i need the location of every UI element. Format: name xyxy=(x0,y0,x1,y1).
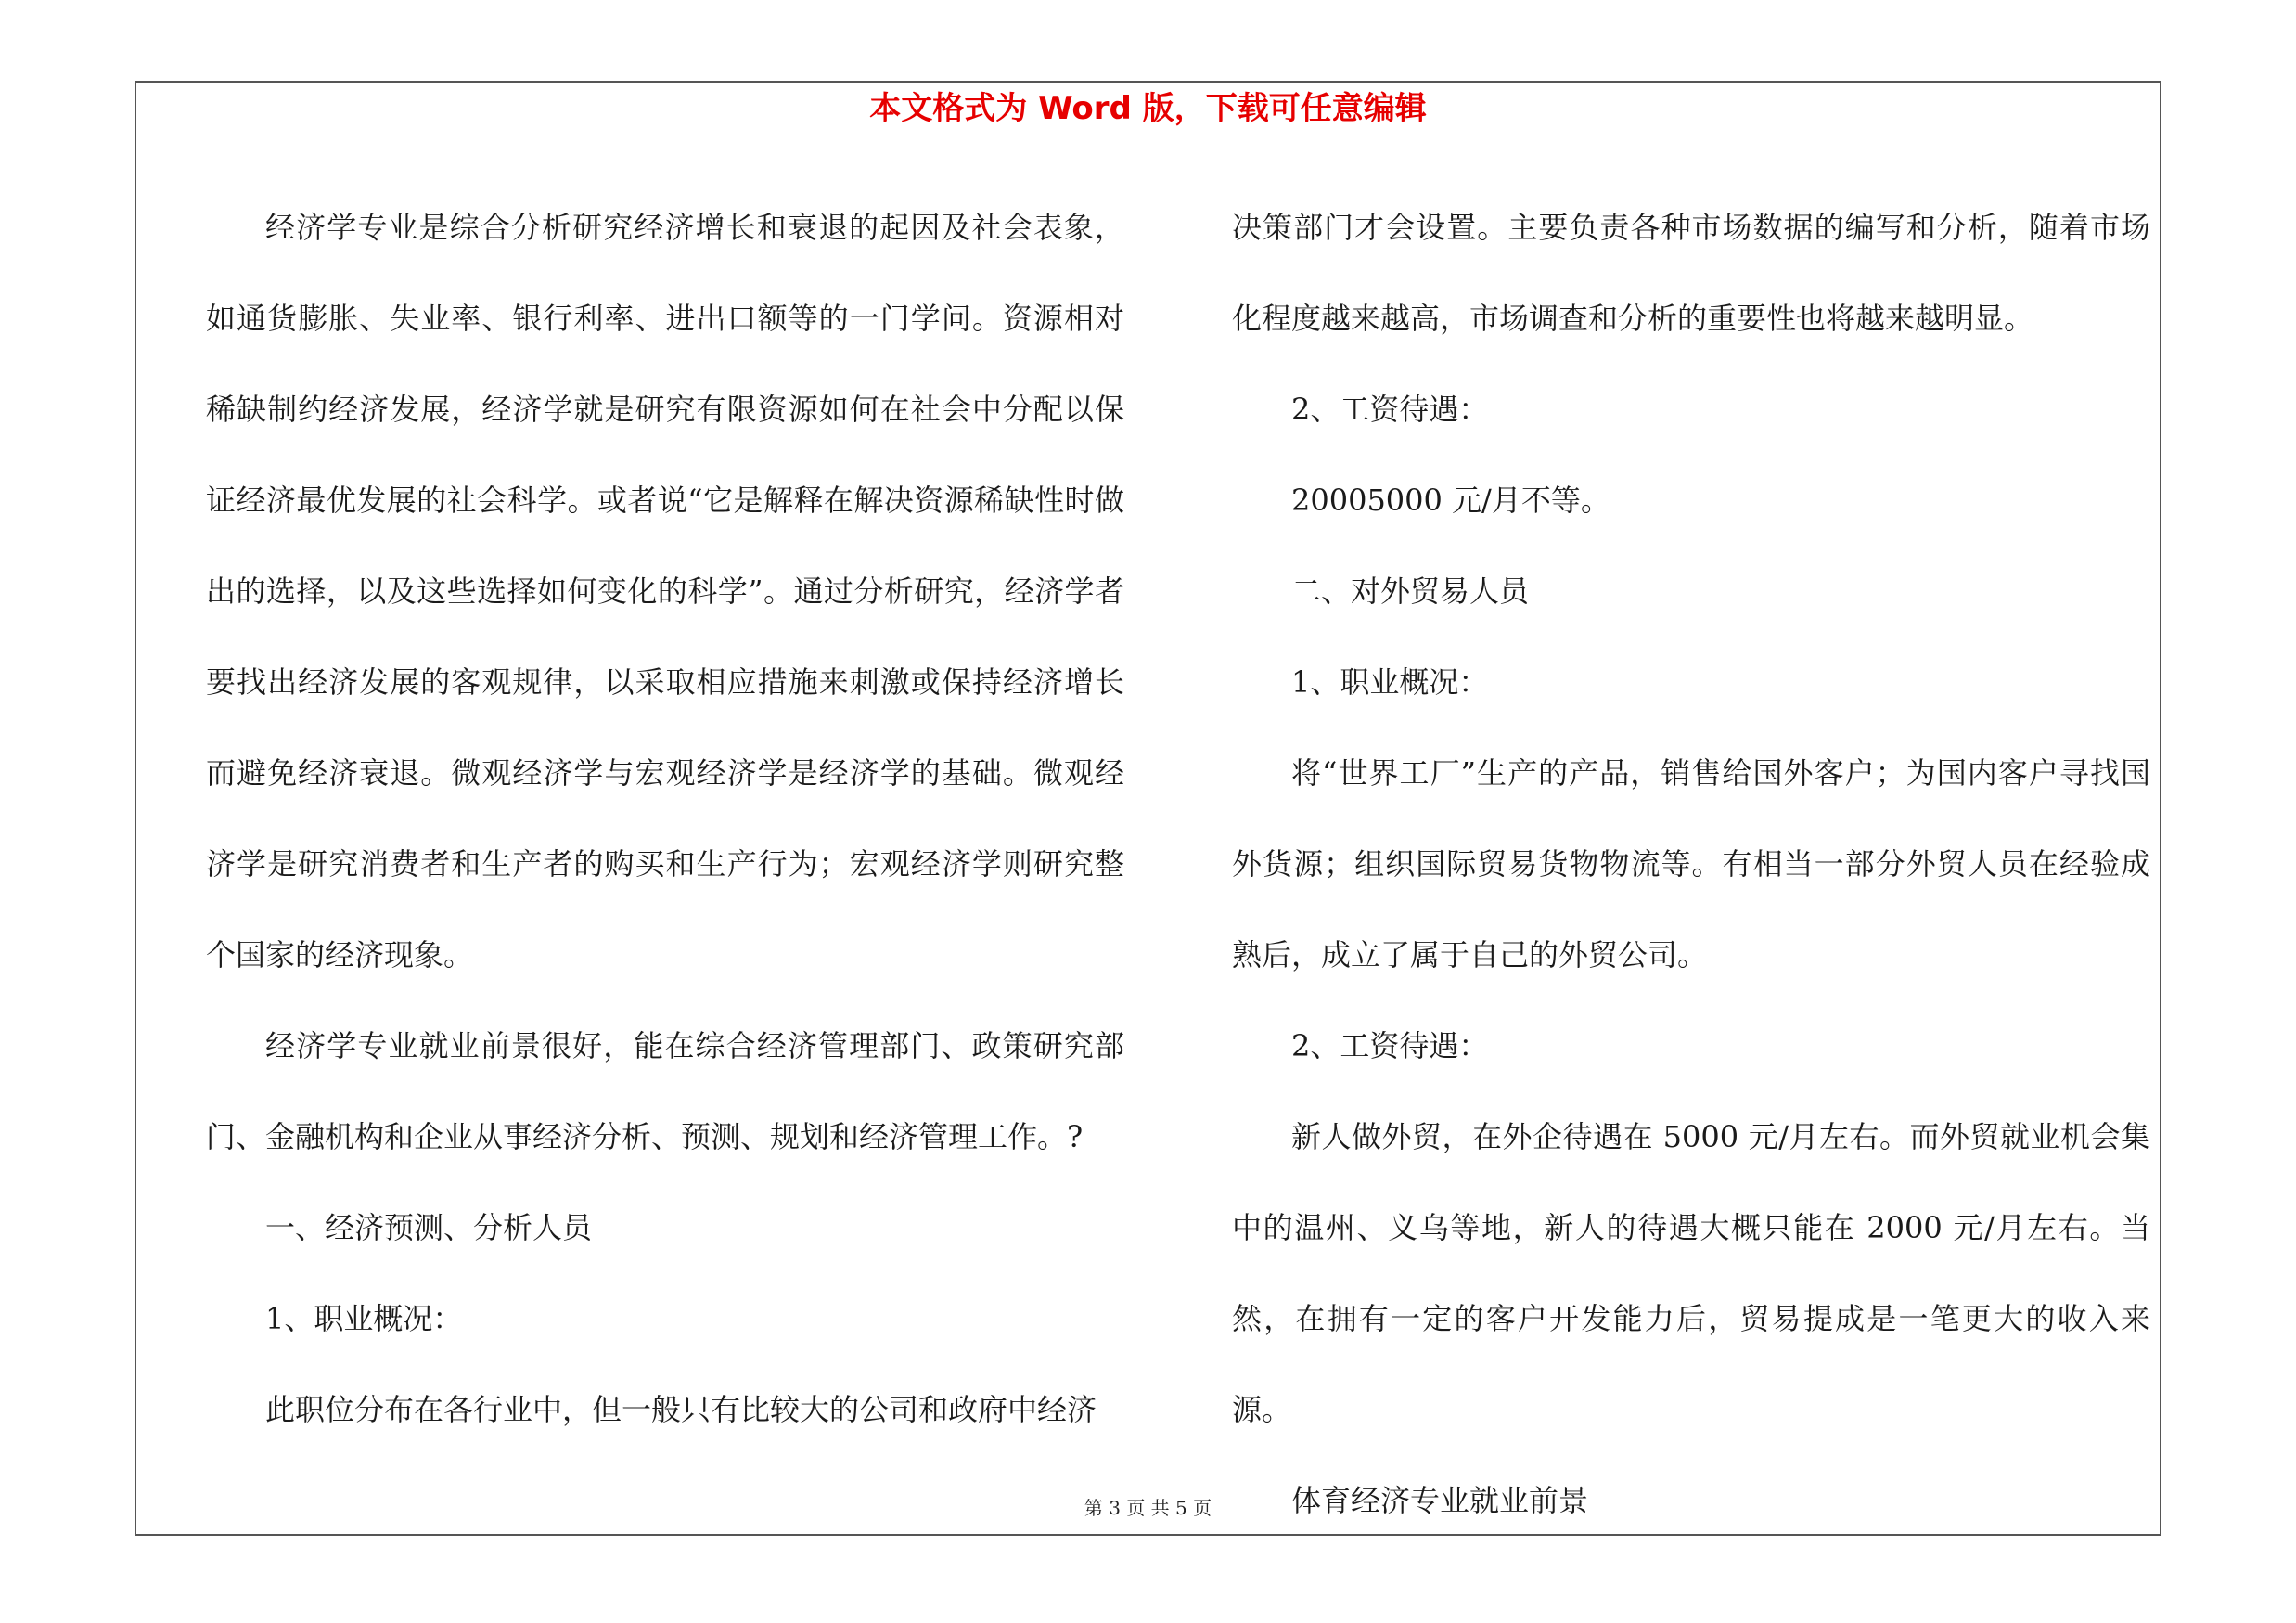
paragraph: 新人做外贸，在外企待遇在 5000 元/月左右。而外贸就业机会集中的温州、义乌等地，新人的待遇大概只能在 2000 元/月左右。当然，在拥有一定的客户开发能力后，贸易提成是一笔更大的收入来源。 xyxy=(1232,1119,2150,1427)
left-column xyxy=(206,182,1124,1455)
subsection-heading: 2、工资待遇： xyxy=(1291,1028,1489,1063)
format-banner: 本文格式为 Word 版，下载可任意编辑 xyxy=(869,90,1427,127)
subsection-heading: 2、工资待遇： xyxy=(1291,392,1489,427)
paragraph: 将“世界工厂”生产的产品，销售给国外客户；为国内客户寻找国外货源；组织国际贸易货物物流等。有相当一部分外贸人员在经验成熟后，成立了属于自己的外贸公司。 xyxy=(1232,755,2150,973)
right-column xyxy=(1232,182,2150,1546)
subsection-heading: 1、职业概况： xyxy=(265,1301,463,1336)
section-heading: 体育经济专业就业前景 xyxy=(1291,1483,1589,1518)
page-number: 第 3 页 共 5 页 xyxy=(1084,1497,1212,1519)
paragraph: 经济学专业是综合分析研究经济增长和衰退的起因及社会表象，如通货膨胀、失业率、银行利率、进出口额等的一门学问。资源相对稀缺制约经济发展，经济学就是研究有限资源如何在社会中分配以保证经济最优发展的社会科学。或者说“它是解释在解决资源稀缺性时做出的选择，以及这些选择如何变化的科学”。通过分析研究，经济学者要找出经济发展的客观规律，以采取相应措施来刺激或保持经济增长而避免经济衰退。微观经济学与宏观经济学是经济学的基础。微观经济学是研究消费者和生产者的购买和生产行为；宏观经济学则研究整个国家的经济现象。 xyxy=(206,210,1124,973)
section-heading: 二、对外贸易人员 xyxy=(1291,573,1530,609)
paragraph: 此职位分布在各行业中，但一般只有比较大的公司和政府中经济 xyxy=(265,1392,1097,1427)
paragraph-continuation: 决策部门才会设置。主要负责各种市场数据的编写和分析，随着市场化程度越来越高，市场调查和分析的重要性也将越来越明显。 xyxy=(1232,210,2150,336)
paragraph: 20005000 元/月不等。 xyxy=(1291,483,1610,518)
section-heading: 一、经济预测、分析人员 xyxy=(265,1210,593,1245)
subsection-heading: 1、职业概况： xyxy=(1291,664,1489,700)
paragraph: 经济学专业就业前景很好，能在综合经济管理部门、政策研究部门、金融机构和企业从事经济分析、预测、规划和经济管理工作。? xyxy=(206,1028,1124,1154)
